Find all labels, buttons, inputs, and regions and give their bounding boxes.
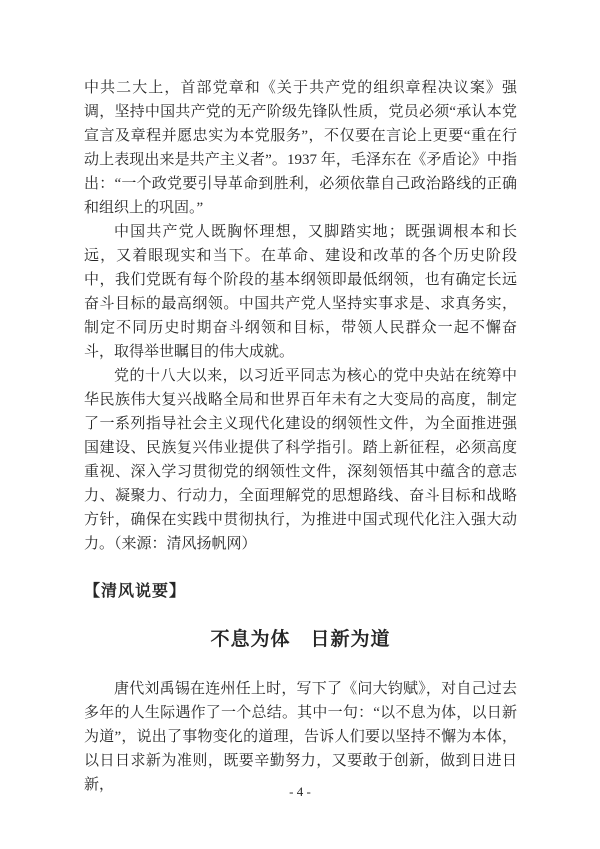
paragraph-party-constitution: 中共二大上，首部党章和《关于共产党的组织章程决议案》强调，坚持中国共产党的无产阶级先锋队性质，党员必须“承认本党宣言及章程并愿忠实为本党服务”，不仅要在言论上更要“重在行动上表现出来是共产主义者”。1937 年，毛泽东在《矛盾论》中指出：“一个政党要引导革命到胜利，必须依靠自己政治路线的正确和组织上的巩固。”: [84, 80, 517, 216]
page-content: [84, 76, 517, 797]
paragraph-ideals-and-programs: 中国共产党人既胸怀理想，又脚踏实地；既强调根本和长远，又着眼现实和当下。在革命、建设和改革的各个历史阶段中，我们党既有每个阶段的基本纲领即最低纲领，也有确定长远奋斗目标的最高纲领。中国共产党人坚持实事求是、求真务实，制定不同历史时期奋斗纲领和目标，带领人民群众一起不懈奋斗，取得举世瞩目的伟大成就。: [84, 224, 517, 360]
page-footer: [0, 784, 600, 800]
paragraph-18th-congress: 党的十八大以来，以习近平同志为核心的党中央站在统筹中华民族伟大复兴战略全局和世界百年未有之大变局的高度，制定了一系列指导社会主义现代化建设的纲领性文件，为全面推进强国建设、民族复兴伟业提供了科学指引。踏上新征程，必须高度重视、深入学习贯彻党的纲领性文件，深刻领悟其中蕴含的意志力、凝聚力、行动力，全面理解党的思想路线、奋斗目标和战略方针，确保在实践中贯彻执行，为推进中国式现代化注入强大动力。（来源：清风扬帆网）: [84, 368, 517, 552]
section-header-qingfeng-shuoyao: 【清风说要】: [84, 583, 187, 600]
page-number: - 4 -: [289, 784, 311, 799]
article-title: 不息为体 日新为道: [210, 629, 391, 650]
paragraph-liu-yuxi: 唐代刘禹锡在连州任上时，写下了《问大钧赋》，对自己过去多年的人生际遇作了一个总结。其中一句：“以不息为体，以日新为道”，说出了事物变化的道理，告诉人们要以坚持不懈为本体，以日日求新为准则，既要辛勤努力，又要敢于创新，做到日进日新，: [84, 681, 517, 793]
